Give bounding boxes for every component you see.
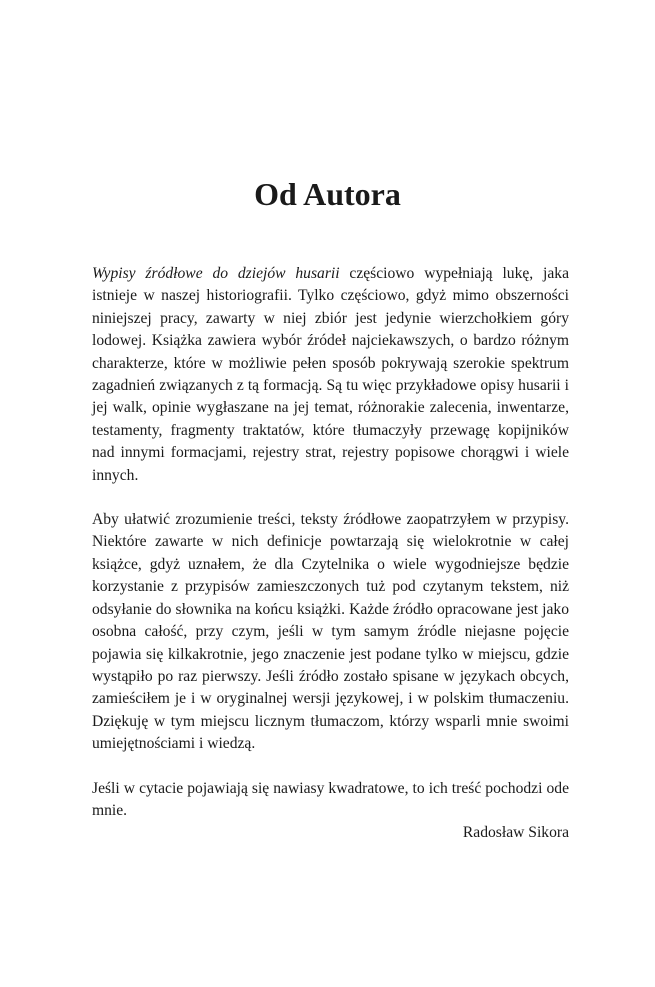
paragraph-1-text: częściowo wypełniają lukę, jaka istnieje w naszej historiografii. Tylko częściowo, gdyż mimo obszerności niniejszej pracy, zawarty w niej zbiór jest jedynie wierzchołkiem góry lodowej. Książka zawiera wybór źródeł najciekawszych, o bardzo różnym charakterze, które w możliwie pełen sposób pokrywają szerokie spektrum zagadnień związanych z tą formacją. Są tu więc przykładowe opisy husarii i jej walk, opinie wygłaszane na jej temat, różnorakie zalecenia, inwentarze, testamenty, fragmenty traktatów, które tłumaczyły przewagę kopijników nad innymi formacjami, rejestry strat, rejestry popisowe chorągwi i wiele innych. bbox=[92, 265, 570, 484]
paragraph-3: Jeśli w cytacie pojawiają się nawiasy kwadratowe, to ich treść pochodzi ode mnie. bbox=[92, 779, 569, 819]
paragraph-2: Aby ułatwić zrozumienie treści, teksty źródłowe zaopatrzyłem w przypisy. Niektóre zawarte w nich definicje powtarzają się wielokrotnie w całej książce, gdyż uznałem, że dla Czytelnika o wiele wygodniejsze będzie korzystanie z przypisów zamieszczonych tuż pod czytanym tekstem, niż odsyłanie do słownika na końcu książki. Każde źródło opracowane jest jako osobna całość, przy czym, jeśli w tym samym źródle niejasne pojęcie pojawia się kilkakrotnie, jego znaczenie jest podane tylko w miejscu, gdzie wystąpiło po raz pierwszy. Jeśli źródło zostało spisane w językach obcych, zamieściłem je i w oryginalnej wersji językowej, i w polskim tłumaczeniu. Dziękuję w tym miejscu licznym tłumaczom, którzy wsparli mnie swoimi umiejętnościami i wiedzą. bbox=[92, 511, 569, 753]
paragraph-1 bbox=[92, 263, 569, 487]
book-title-italic: Wypisy źródłowe do dziejów husarii bbox=[92, 265, 340, 282]
author-signature: Radosław Sikora bbox=[462, 824, 569, 842]
body-text bbox=[92, 263, 569, 845]
page-title: Od Autora bbox=[254, 176, 401, 212]
